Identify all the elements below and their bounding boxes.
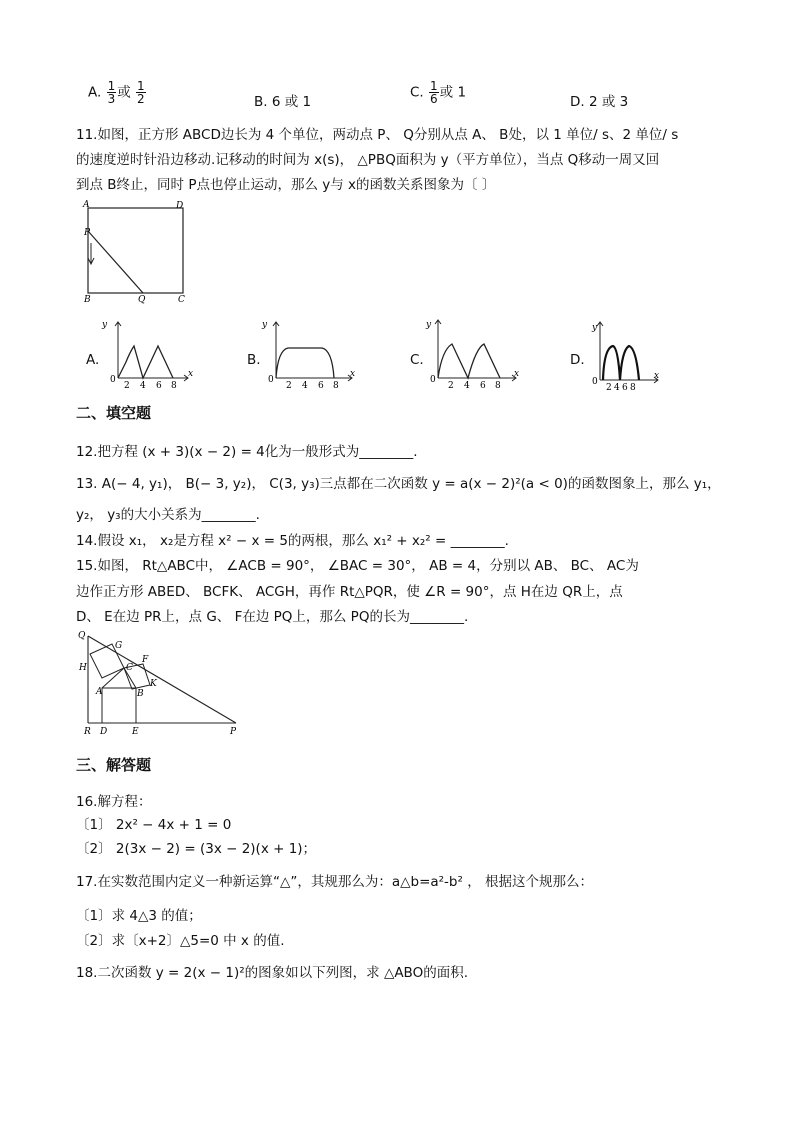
q18-text: 18.二次函数 y = 2(x − 1)²的图象如以下列图，求 △ABO的面积. — [76, 965, 469, 981]
svg-text:6: 6 — [318, 381, 324, 390]
svg-text:y: y — [102, 320, 108, 330]
q14-text: 14.假设 x₁， x₂是方程 x² − x = 5的两根，那么 x₁² + x₂² = ________. — [76, 533, 509, 549]
section-title-solve: 三、解答题 — [76, 756, 152, 774]
graph-option-b-label: B. — [247, 352, 261, 368]
graph-option-a — [100, 318, 195, 390]
svg-text:B: B — [137, 689, 144, 699]
svg-text:K: K — [150, 679, 157, 689]
label-q: Q — [138, 295, 146, 305]
svg-text:0: 0 — [430, 375, 436, 385]
section-title-fill-blank: 二、填空题 — [76, 404, 152, 422]
svg-text:2: 2 — [606, 383, 612, 392]
q11-square-figure — [80, 198, 195, 306]
q10-option-a: A. $\frac{1}{3}$ 或 $\frac{1}{2}$ — [88, 79, 145, 106]
label-b: B — [84, 295, 91, 305]
q11-text-line2: 的速度逆时针沿边移动.记移动的时间为 x(s)， △PBQ面积为 y（平方单位），当点 Q移动一周又回 — [76, 152, 660, 168]
graph-option-b — [258, 318, 358, 390]
svg-text:4: 4 — [302, 381, 308, 390]
svg-text:D: D — [100, 727, 108, 737]
svg-text:Q: Q — [78, 631, 86, 641]
svg-text:C: C — [126, 663, 133, 673]
label-d: D — [176, 201, 184, 211]
graph-option-c-label: C. — [410, 352, 424, 368]
svg-text:A: A — [96, 687, 103, 697]
q13-text-line1: 13. A(− 4, y₁)， B(− 3, y₂)， C(3, y₃)三点都在二次函数 y = a(x − 2)²(a < 0)的函数图象上，那么 y₁， — [76, 476, 721, 492]
svg-text:x: x — [514, 369, 520, 379]
q11-text-line3: 到点 B终止，同时 P点也停止运动，那么 y与 x的函数关系图象为〔 〕 — [76, 177, 496, 193]
label-a: A — [83, 200, 90, 210]
q12-text: 12.把方程 (x + 3)(x − 2) = 4化为一般形式为________. — [76, 444, 418, 460]
svg-text:y: y — [426, 320, 432, 330]
q10-option-d: D. 2 或 3 — [570, 94, 629, 110]
q11-text-line1: 11.如图，正方形 ABCD边长为 4 个单位，两动点 P、 Q分别从点 A、 B处，以 1 单位/ s、2 单位/ s — [76, 127, 679, 143]
q17-part1: 〔1〕求 4△3 的值； — [76, 908, 202, 924]
svg-text:6: 6 — [480, 381, 486, 390]
graph-option-d-label: D. — [570, 352, 585, 368]
svg-text:8: 8 — [495, 381, 501, 390]
svg-text:y: y — [262, 320, 268, 330]
svg-text:2: 2 — [286, 381, 292, 390]
q16-title: 16.解方程： — [76, 794, 152, 810]
svg-text:6: 6 — [622, 383, 628, 392]
graph-option-d — [582, 318, 662, 392]
svg-text:y: y — [592, 323, 598, 333]
svg-text:R: R — [84, 727, 91, 737]
q10-option-b: B. 6 或 1 — [254, 94, 312, 110]
q17-part2: 〔2〕求〔x+2〕△5=0 中 x 的值. — [76, 933, 285, 949]
q16-part1: 〔1〕 2x² − 4x + 1 = 0 — [76, 817, 232, 833]
svg-text:F: F — [142, 655, 149, 665]
label-p: P — [84, 228, 91, 238]
graph-option-c — [420, 316, 520, 390]
svg-text:G: G — [115, 641, 123, 651]
fraction-one-half: $\frac{1}{2}$ — [137, 79, 145, 106]
graph-option-a-label: A. — [86, 352, 100, 368]
svg-text:0: 0 — [268, 375, 274, 385]
svg-text:2: 2 — [448, 381, 454, 390]
q15-text-line2: 边作正方形 ABED、 BCFK、 ACGH，再作 Rt△PQR，使 ∠R = 90°，点 H在边 QR上，点 — [76, 584, 623, 600]
svg-text:0: 0 — [110, 375, 116, 385]
q17-title: 17.在实数范围内定义一种新运算“△”，其规那么为：a△b=a²-b² ， 根据这个规那么： — [76, 874, 593, 890]
svg-text:x: x — [654, 371, 660, 381]
svg-text:8: 8 — [630, 383, 636, 392]
q15-triangle-figure — [76, 628, 246, 738]
q15-text-line1: 15.如图， Rt△ABC中， ∠ACB = 90°， ∠BAC = 30°， AB = 4，分别以 AB、 BC、 AC为 — [76, 558, 639, 574]
fraction-one-third: $\frac{1}{3}$ — [107, 79, 116, 106]
svg-text:0: 0 — [592, 377, 598, 387]
q16-part2: 〔2〕 2(3x − 2) = (3x − 2)(x + 1)； — [76, 841, 317, 857]
label-c: C — [178, 295, 185, 305]
svg-text:2: 2 — [124, 381, 130, 390]
svg-text:8: 8 — [171, 381, 177, 390]
svg-text:P: P — [230, 727, 237, 737]
q10-option-c: C. $\frac{1}{6}$ 或 1 — [410, 79, 467, 106]
svg-text:x: x — [350, 369, 356, 379]
fraction-one-sixth: $\frac{1}{6}$ — [430, 79, 438, 106]
svg-text:E: E — [132, 727, 139, 737]
svg-text:6: 6 — [156, 381, 162, 390]
svg-text:x: x — [188, 369, 194, 379]
svg-text:4: 4 — [464, 381, 470, 390]
svg-text:4: 4 — [614, 383, 620, 392]
svg-text:8: 8 — [333, 381, 339, 390]
q15-text-line3: D、 E在边 PR上，点 G、 F在边 PQ上，那么 PQ的长为________. — [76, 609, 469, 625]
svg-text:4: 4 — [140, 381, 146, 390]
svg-text:H: H — [79, 663, 87, 673]
q13-text-line2: y₂， y₃的大小关系为________. — [76, 507, 260, 523]
